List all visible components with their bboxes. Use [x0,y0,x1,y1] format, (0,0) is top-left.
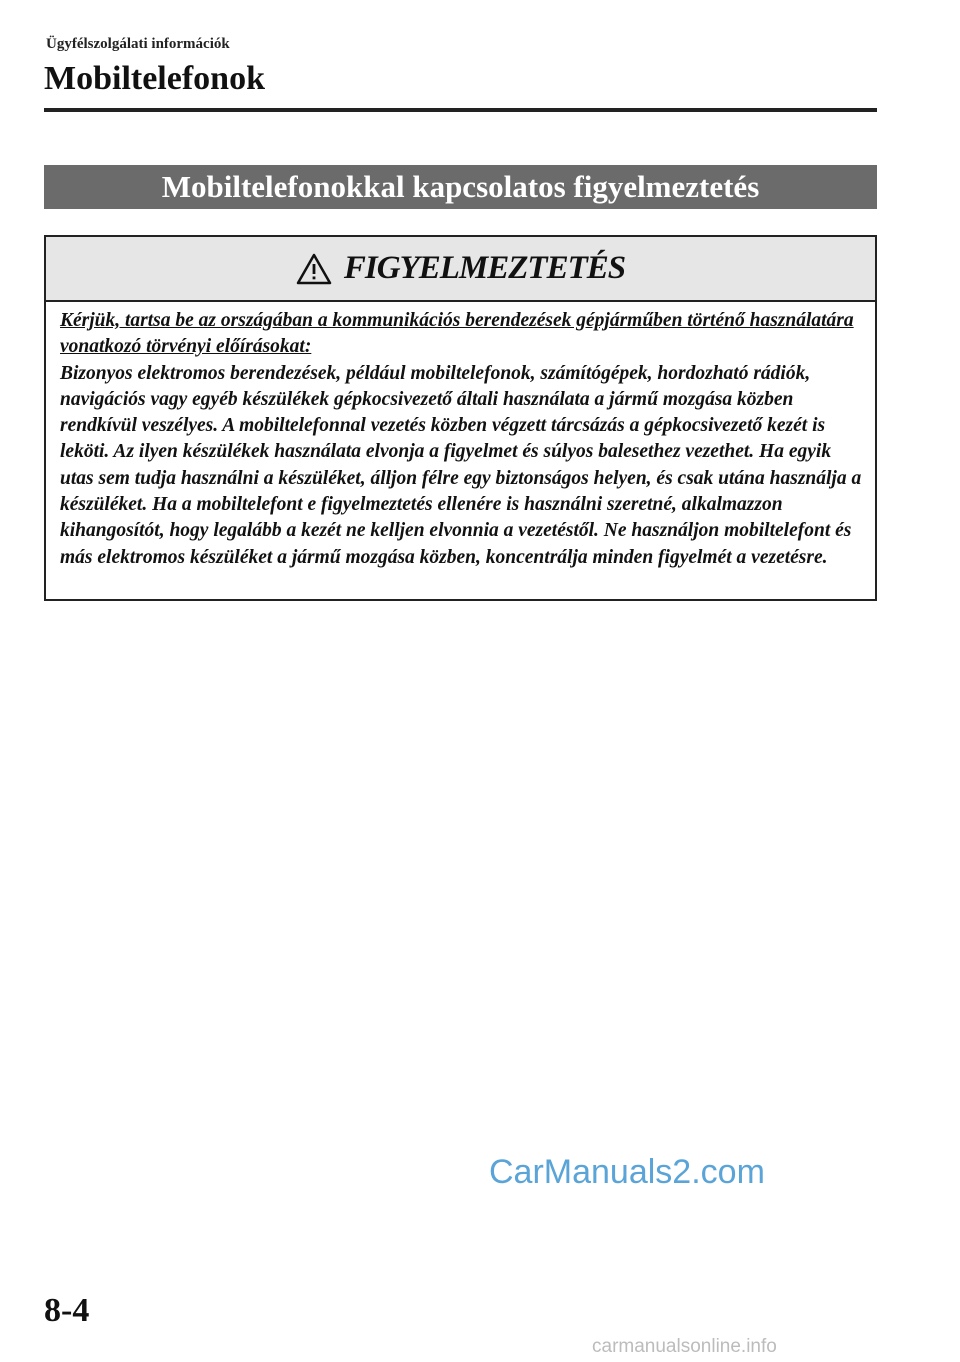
warning-box [44,235,877,601]
title-divider [44,108,877,112]
page-title: Mobiltelefonok [44,60,265,97]
warning-title: FIGYELMEZTETÉS [343,250,626,286]
breadcrumb: Ügyfélszolgálati információk [46,36,230,52]
footer-watermark: carmanualsonline.info [592,1336,777,1357]
warning-triangle-icon [296,253,332,285]
topic-heading: Mobiltelefonokkal kapcsolatos figyelmeztetés [44,165,877,209]
warning-underlined-text: Kérjük, tartsa be az országában a kommunikációs berendezések gépjárműben történő használatára vonatkozó törvényi előírásokat: [60,310,854,358]
watermark-logo: CarManuals2.com [489,1153,765,1191]
warning-body [46,302,875,571]
warning-header [46,237,875,302]
page-number: 8-4 [44,1292,90,1329]
warning-body-text: Bizonyos elektromos berendezések, például mobiltelefonok, számítógépek, hordozható rádiók, navigációs vagy egyéb készülékek gépkocsivezető általi használata a jármű mozgása közben rendkívül veszélyes. A mobiltelefonnal vezetés közben végzett tárcsázás a gépkocsivezető kezét is leköti. Az ilyen készülékek használata elvonja a figyelmet és súlyos balesethez vezethet. Ha egyik utas sem tudja használni a készüléket, álljon félre egy biztonságos helyen, és csak utána használja a készüléket. Ha a mobiltelefont e figyelmeztetés ellenére is használni szeretné, alkalmazzon kihangosítót, hogy legalább a kezét ne kelljen elvonnia a vezetéstől. Ne használjon mobiltelefont és más elektromos készüléket a jármű mozgása közben, koncentrálja minden figyelmét a vezetésre. [60,362,862,568]
